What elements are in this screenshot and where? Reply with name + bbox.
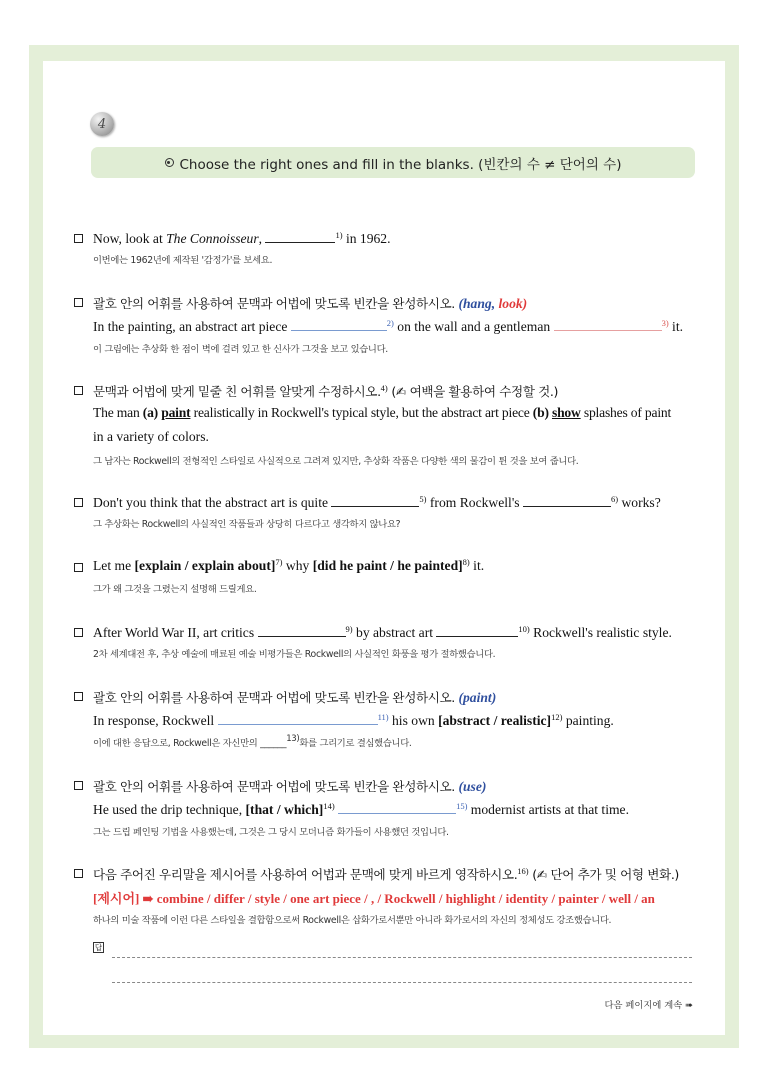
checkbox[interactable] bbox=[74, 234, 83, 243]
blank-3[interactable] bbox=[554, 317, 662, 331]
blank-1[interactable] bbox=[265, 229, 335, 243]
blank-11[interactable] bbox=[218, 711, 378, 725]
underlined-word-b[interactable]: show bbox=[551, 405, 581, 420]
checkbox[interactable] bbox=[74, 298, 83, 307]
question-3-instruction: 문맥과 어법에 맞게 밑줄 친 어휘를 알맞게 수정하시오.$^{4)}$ (✍ 여백을 활용하여 수정할 것.) bbox=[93, 383, 558, 399]
underlined-word-a[interactable]: paint bbox=[161, 405, 191, 420]
checkbox[interactable] bbox=[74, 628, 83, 637]
blank-6[interactable] bbox=[523, 493, 611, 507]
checkbox[interactable] bbox=[74, 869, 83, 878]
continue-next-page: 다음 페이지에 계속 ➠ bbox=[604, 1000, 693, 1011]
answer-line-1[interactable] bbox=[112, 957, 692, 958]
question-2-sentence: In the painting, an abstract art piece $^{2)}$ on the wall and a gentleman $^{3)}$ it. bbox=[93, 318, 684, 334]
checkbox[interactable] bbox=[74, 781, 83, 790]
bullet-icon bbox=[165, 158, 174, 167]
question-4-sentence: Don't you think that the abstract art is quite $^{5)}$ from Rockwell's $^{6)}$ works? bbox=[93, 494, 661, 510]
section-number-badge: 4 bbox=[90, 112, 114, 136]
question-8-instruction: 괄호 안의 어휘를 사용하여 문맥과 어법에 맞도록 빈칸을 완성하시오. (use) bbox=[93, 779, 487, 794]
question-3-sentence-cont: in a variety of colors. bbox=[93, 429, 209, 444]
question-3-sentence: The man (a) paint realistically in Rockwell's typical style, but the abstract art piece (b) show splashes of paint bbox=[93, 405, 672, 420]
question-1-translation: 이번에는 1962년에 제작된 '감정가'를 보세요. bbox=[93, 255, 273, 266]
question-9-translation: 하나의 미술 작품에 이런 다른 스타일을 결합함으로써 Rockwell은 삽화가로서뿐만 아니라 화가로서의 자신의 정체성도 강조했습니다. bbox=[93, 915, 612, 926]
question-7-translation: 이에 대한 응답으로, Rockwell은 자신만의 ______$^{13)}$화를 그리기로 결심했습니다. bbox=[93, 734, 412, 749]
blank-10[interactable] bbox=[436, 623, 518, 637]
question-7-sentence: In response, Rockwell $^{11)}$ his own [abstract / realistic]$^{12)}$ painting. bbox=[93, 712, 614, 728]
checkbox[interactable] bbox=[74, 692, 83, 701]
answer-label: 답 bbox=[94, 943, 103, 952]
question-3-translation: 그 남자는 Rockwell의 전형적인 스타일로 사실적으로 그려져 있지만, 추상화 작품은 다양한 색의 물감이 튄 것을 보여 줍니다. bbox=[93, 456, 579, 467]
question-5-translation: 그가 왜 그것을 그렸는지 설명해 드릴게요. bbox=[93, 584, 257, 595]
blank-5[interactable] bbox=[331, 493, 419, 507]
question-2-instruction: 괄호 안의 어휘를 사용하여 문맥과 어법에 맞도록 빈칸을 완성하시오. (hang, look) bbox=[93, 296, 528, 311]
keyword-list: [제시어] ➠ combine / differ / style / one art piece / , / Rockwell / highlight / identity / painter / well / an bbox=[93, 891, 655, 906]
question-8-translation: 그는 드립 페인팅 기법을 사용했는데, 그것은 그 당시 모더니즘 화가들이 사용했던 것입니다. bbox=[93, 827, 449, 838]
instruction-banner bbox=[91, 147, 695, 178]
question-6-sentence: After World War II, art critics $^{9)}$ by abstract art $^{10)}$ Rockwell's realistic style. bbox=[93, 624, 672, 640]
choice-8[interactable]: [did he paint / he painted] bbox=[312, 558, 463, 573]
banner-text: Choose the right ones and fill in the blanks. (빈칸의 수 ≠ 단어의 수) bbox=[179, 156, 622, 173]
question-7-instruction: 괄호 안의 어휘를 사용하여 문맥과 어법에 맞도록 빈칸을 완성하시오. (paint) bbox=[93, 690, 497, 705]
question-5-sentence: Let me [explain / explain about]$^{7)}$ why [did he paint / he painted]$^{8)}$ it. bbox=[93, 557, 485, 573]
question-9-instruction: 다음 주어진 우리말을 제시어를 사용하여 어법과 문맥에 맞게 바르게 영작하시오.$^{16)}$ (✍ 단어 추가 및 어형 변화.) bbox=[93, 866, 679, 882]
question-1-sentence: Now, look at The Connoisseur, $^{1)}$ in 1962. bbox=[93, 230, 391, 246]
blank-15[interactable] bbox=[338, 800, 456, 814]
checkbox[interactable] bbox=[74, 498, 83, 507]
question-8-sentence: He used the drip technique, [that / which]$^{14)}$ $^{15)}$ modernist artists at that time. bbox=[93, 801, 629, 817]
choice-14[interactable]: [that / which] bbox=[245, 802, 324, 817]
choice-12[interactable]: [abstract / realistic] bbox=[438, 713, 552, 728]
question-2-translation: 이 그림에는 추상화 한 점이 벽에 걸려 있고 한 신사가 그것을 보고 있습니다. bbox=[93, 344, 388, 355]
blank-9[interactable] bbox=[258, 623, 346, 637]
choice-7[interactable]: [explain / explain about] bbox=[134, 558, 276, 573]
blank-2[interactable] bbox=[291, 317, 387, 331]
checkbox[interactable] bbox=[74, 386, 83, 395]
question-4-translation: 그 추상화는 Rockwell의 사실적인 작품들과 상당히 다르다고 생각하지 않나요? bbox=[93, 519, 401, 530]
checkbox[interactable] bbox=[74, 563, 83, 572]
answer-line-2[interactable] bbox=[112, 982, 692, 983]
question-6-translation: 2차 세계대전 후, 추상 예술에 매료된 예술 비평가들은 Rockwell의 사실적인 화풍을 평가 절하했습니다. bbox=[93, 649, 496, 660]
